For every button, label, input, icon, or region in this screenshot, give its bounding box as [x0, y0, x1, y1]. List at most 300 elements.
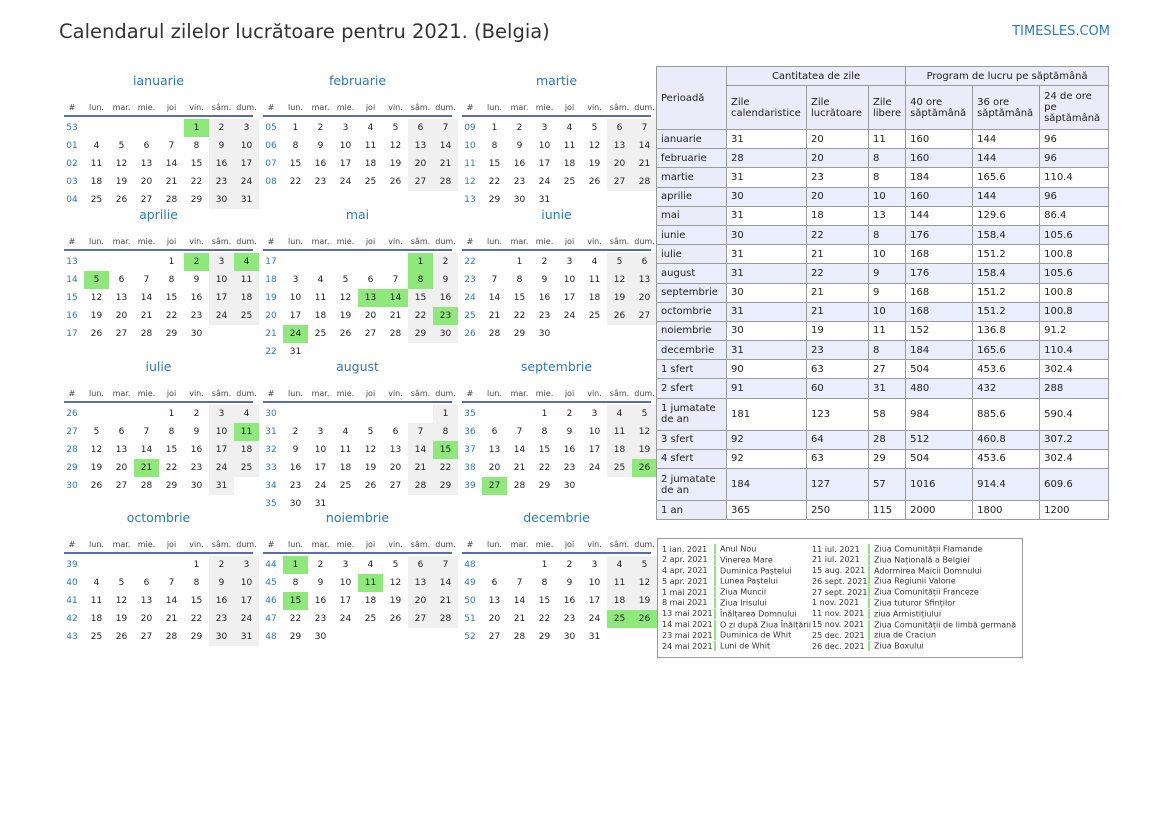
day-cell: 11	[90, 596, 103, 606]
day-cell: 30	[513, 195, 526, 205]
holiday-name: Ziua Regiunii Valone	[874, 576, 956, 586]
day-cell: 24	[234, 610, 259, 628]
day-cell: 13	[408, 574, 433, 592]
month-block	[263, 207, 456, 361]
day-cell: 19	[90, 311, 103, 321]
holiday-legend-item	[812, 641, 1016, 652]
week-number: 38	[464, 463, 476, 473]
day-cell: 20	[607, 155, 632, 173]
stats-value-cell: 165.6	[973, 168, 1040, 187]
day-cell: 26	[90, 481, 103, 491]
day-cell: 14	[513, 445, 526, 455]
day-cell: 30	[190, 481, 203, 491]
day-cell: 19	[607, 289, 632, 307]
stats-value-cell: 168	[906, 245, 973, 264]
day-cell: 3	[234, 119, 259, 137]
stats-value-cell: 22	[807, 264, 869, 283]
stats-value-cell: 9	[869, 283, 906, 302]
week-number: 48	[265, 632, 277, 642]
day-cell: 3	[591, 560, 598, 570]
week-number: 13	[66, 257, 78, 267]
stats-value-cell: 176	[906, 225, 973, 244]
holiday-date: 11 nov. 2021	[812, 609, 865, 619]
day-cell: 31	[538, 195, 551, 205]
day-cell: 17	[234, 155, 259, 173]
stats-value-cell: 20	[807, 149, 869, 168]
weekday-label: mar.	[510, 237, 529, 246]
day-cell: 8	[193, 141, 200, 151]
weekday-label: lun.	[288, 103, 303, 112]
weekday-header	[263, 536, 456, 554]
holiday-name: Ziua Comunității de limbă germană	[874, 620, 1017, 630]
day-cell: 6	[143, 578, 150, 588]
day-cell: 10	[289, 293, 302, 303]
stats-value-cell: 31	[727, 206, 807, 225]
day-cell: 27	[140, 632, 153, 642]
week-number: 13	[464, 195, 476, 205]
stats-value-cell: 365	[727, 501, 807, 520]
day-cell: 20	[488, 463, 501, 473]
holiday-marker	[868, 555, 870, 565]
holiday-marker	[714, 555, 716, 565]
weekday-label: vin.	[189, 103, 204, 112]
day-cell: 1	[433, 405, 458, 423]
day-cell: 3	[209, 253, 234, 271]
holiday-date: 27 sept. 2021	[812, 587, 868, 597]
holiday-legend-item	[812, 609, 1016, 620]
holiday-legend-item	[812, 630, 1016, 641]
day-cell: 4	[367, 560, 374, 570]
stats-value-cell: 8	[869, 225, 906, 244]
stats-value-cell: 96	[1040, 130, 1109, 149]
day-cell: 27	[140, 195, 153, 205]
weekday-header	[462, 385, 655, 403]
day-cell: 9	[209, 137, 234, 155]
stats-value-cell: 115	[869, 501, 906, 520]
weekday-label: mar.	[510, 540, 529, 549]
day-cell: 14	[433, 137, 458, 155]
day-cell: 5	[607, 253, 632, 271]
stats-row	[657, 264, 1109, 283]
month-block	[462, 359, 655, 495]
stats-value-cell: 165.6	[973, 341, 1040, 360]
day-cell: 25	[90, 632, 103, 642]
stats-value-cell: 100.8	[1040, 283, 1109, 302]
day-cell: 19	[115, 177, 128, 187]
week-number-header: #	[68, 103, 76, 112]
weekday-label: mie.	[336, 540, 355, 549]
stats-value-cell: 176	[906, 264, 973, 283]
weekday-label: joi	[564, 103, 575, 112]
day-cell: 18	[364, 596, 377, 606]
holiday-legend-item	[662, 566, 811, 577]
day-cell: 16	[314, 596, 327, 606]
day-cell: 22	[289, 177, 302, 187]
week-number: 21	[265, 329, 277, 339]
day-cell: 24	[339, 177, 352, 187]
day-cell: 3	[342, 560, 349, 570]
holiday-day-cell: 24	[283, 325, 308, 343]
week-number: 42	[66, 614, 78, 624]
week-number: 04	[66, 195, 78, 205]
month-block	[263, 73, 456, 191]
stats-value-cell: 86.4	[1040, 206, 1109, 225]
stats-value-cell: 144	[973, 130, 1040, 149]
weekday-label: mie.	[336, 389, 355, 398]
header-24h: 24 de ore pe săptămână	[1040, 86, 1109, 130]
header-40h: 40 ore săptămână	[906, 86, 973, 130]
day-cell: 30	[563, 632, 576, 642]
week-number: 19	[265, 293, 277, 303]
stats-value-cell: 19	[807, 321, 869, 340]
holiday-marker	[714, 630, 716, 640]
holiday-name: Ziua Comunității Franceze	[874, 587, 979, 597]
day-cell: 9	[541, 275, 548, 285]
day-cell: 2	[317, 123, 324, 133]
week-number: 30	[66, 481, 78, 491]
day-cell: 12	[632, 574, 657, 592]
day-cell: 7	[516, 578, 523, 588]
week-number: 14	[66, 275, 78, 285]
holiday-day-cell: 21	[134, 459, 159, 477]
day-cell: 15	[190, 159, 203, 169]
day-cell: 22	[513, 311, 526, 321]
weekday-label: vin.	[388, 389, 403, 398]
day-cell: 22	[408, 307, 433, 325]
day-cell: 8	[541, 427, 548, 437]
weekday-header	[263, 385, 456, 403]
day-cell: 27	[488, 632, 501, 642]
holiday-day-cell: 25	[607, 610, 632, 628]
holiday-legend-item	[662, 630, 811, 641]
day-cell: 19	[389, 159, 402, 169]
day-cell: 5	[591, 123, 598, 133]
weekday-header	[462, 536, 655, 554]
stats-value-cell: 31	[727, 168, 807, 187]
day-cell: 25	[90, 195, 103, 205]
day-cell: 15	[165, 445, 178, 455]
holiday-name: Duminica Paștelui	[720, 566, 792, 576]
day-cell: 1	[193, 560, 200, 570]
month-block	[263, 359, 456, 513]
day-cell: 24	[339, 614, 352, 624]
stats-value-cell: 10	[869, 187, 906, 206]
day-cell: 20	[389, 463, 402, 473]
week-number-header: #	[267, 103, 275, 112]
stats-row	[657, 430, 1109, 449]
month-block	[64, 359, 257, 495]
holiday-day-cell: 11	[234, 423, 259, 441]
holiday-day-cell: 1	[283, 556, 308, 574]
day-cell: 2	[566, 409, 573, 419]
stats-value-cell: 31	[727, 302, 807, 321]
day-cell: 15	[289, 159, 302, 169]
day-cell: 30	[538, 329, 551, 339]
weekday-label: joi	[564, 237, 575, 246]
holiday-date: 23 mai 2021	[662, 630, 713, 640]
stats-value-cell: 31	[727, 245, 807, 264]
stats-value-cell: 1800	[973, 501, 1040, 520]
day-cell: 7	[143, 275, 150, 285]
day-cell: 17	[588, 445, 601, 455]
day-cell: 3	[292, 275, 299, 285]
week-number: 35	[265, 499, 277, 509]
week-number: 33	[265, 463, 277, 473]
weekday-header	[462, 99, 655, 117]
weekday-label: mie.	[535, 237, 554, 246]
day-cell: 28	[389, 329, 402, 339]
day-cell: 23	[209, 610, 234, 628]
weekday-label: mie.	[137, 103, 156, 112]
day-cell: 24	[209, 307, 234, 325]
holiday-legend-item	[812, 544, 1016, 555]
stats-value-cell: 144	[973, 149, 1040, 168]
stats-value-cell: 90	[727, 360, 807, 379]
header-calendar-days: Zile calendaristice	[727, 86, 807, 130]
stats-value-cell: 30	[727, 225, 807, 244]
day-cell: 31	[234, 191, 259, 209]
day-cell: 26	[115, 632, 128, 642]
day-cell: 29	[165, 329, 178, 339]
day-cell: 9	[433, 271, 458, 289]
holiday-marker	[868, 587, 870, 597]
stats-period-cell: 2 jumatate de an	[657, 469, 727, 501]
day-cell: 10	[339, 141, 352, 151]
day-cell: 28	[140, 481, 153, 491]
week-number: 09	[464, 123, 476, 133]
holiday-date: 13 mai 2021	[662, 609, 713, 619]
header-group-hours: Program de lucru pe săptămână	[906, 67, 1109, 86]
day-cell: 24	[538, 177, 551, 187]
holiday-legend-item	[662, 641, 811, 652]
day-cell: 1	[168, 409, 175, 419]
day-cell: 24	[234, 173, 259, 191]
weekday-label: dum.	[634, 103, 655, 112]
holiday-legend-item	[812, 587, 1016, 598]
week-number: 28	[66, 445, 78, 455]
stats-row	[657, 341, 1109, 360]
holiday-legend-item	[662, 598, 811, 609]
stats-value-cell: 30	[727, 187, 807, 206]
holiday-marker	[868, 609, 870, 619]
weekday-label: lun.	[487, 389, 502, 398]
day-cell: 7	[143, 427, 150, 437]
day-cell: 17	[563, 293, 576, 303]
day-cell: 11	[234, 271, 259, 289]
holiday-day-cell: 5	[84, 271, 109, 289]
month-block	[462, 510, 655, 646]
weekday-label: sâm.	[410, 103, 431, 112]
holiday-marker	[868, 544, 870, 554]
weekday-label: mie.	[535, 389, 554, 398]
day-cell: 11	[314, 293, 327, 303]
weekday-label: joi	[365, 540, 376, 549]
day-cell: 17	[588, 596, 601, 606]
week-number: 06	[265, 141, 277, 151]
stats-row	[657, 501, 1109, 520]
stats-value-cell: 11	[869, 130, 906, 149]
weekday-header	[263, 99, 456, 117]
week-number: 17	[265, 257, 277, 267]
holiday-legend-item	[662, 587, 811, 598]
stats-value-cell: 307.2	[1040, 430, 1109, 449]
holiday-marker	[714, 609, 716, 619]
day-cell: 26	[607, 307, 632, 325]
day-cell: 19	[90, 463, 103, 473]
week-number: 02	[66, 159, 78, 169]
stats-row	[657, 302, 1109, 321]
day-cell: 17	[234, 592, 259, 610]
day-cell: 14	[488, 293, 501, 303]
day-cell: 16	[433, 289, 458, 307]
day-cell: 3	[209, 405, 234, 423]
stats-value-cell: 30	[727, 283, 807, 302]
holiday-date: 21 iul. 2021	[812, 555, 860, 565]
month-block	[263, 510, 456, 646]
day-cell: 29	[538, 632, 551, 642]
stats-value-cell: 453.6	[973, 449, 1040, 468]
day-cell: 11	[607, 574, 632, 592]
day-cell: 14	[433, 574, 458, 592]
day-cell: 15	[190, 596, 203, 606]
stats-value-cell: 168	[906, 283, 973, 302]
day-cell: 10	[588, 427, 601, 437]
day-cell: 20	[140, 177, 153, 187]
day-cell: 3	[317, 427, 324, 437]
stats-value-cell: 144	[906, 206, 973, 225]
stats-value-cell: 105.6	[1040, 225, 1109, 244]
day-cell: 21	[408, 459, 433, 477]
day-cell: 16	[190, 293, 203, 303]
month-name: februarie	[328, 73, 387, 88]
day-cell: 16	[314, 159, 327, 169]
day-cell: 31	[588, 632, 601, 642]
weekday-label: sâm.	[410, 237, 431, 246]
day-cell: 16	[289, 463, 302, 473]
day-cell: 22	[538, 614, 551, 624]
day-cell: 1	[292, 123, 299, 133]
weekday-label: vin.	[587, 103, 602, 112]
stats-row	[657, 469, 1109, 501]
week-number: 03	[66, 177, 78, 187]
day-cell: 16	[538, 293, 551, 303]
day-cell: 17	[339, 596, 352, 606]
weekday-header	[64, 233, 257, 251]
day-cell: 27	[389, 481, 402, 491]
day-cell: 18	[607, 592, 632, 610]
weekday-label: joi	[166, 389, 177, 398]
week-number: 05	[265, 123, 277, 133]
stats-period-cell: ianuarie	[657, 130, 727, 149]
day-cell: 27	[607, 173, 632, 191]
day-cell: 19	[389, 596, 402, 606]
weekday-label: sâm.	[609, 237, 630, 246]
day-cell: 10	[588, 578, 601, 588]
day-cell: 5	[632, 556, 657, 574]
week-number: 49	[464, 578, 476, 588]
day-cell: 22	[488, 177, 501, 187]
holiday-name: Ziua Boxului	[874, 641, 924, 651]
weekday-label: vin.	[189, 237, 204, 246]
stats-row	[657, 187, 1109, 206]
weekday-label: dum.	[236, 389, 257, 398]
day-cell: 11	[607, 423, 632, 441]
day-cell: 18	[563, 159, 576, 169]
stats-row	[657, 398, 1109, 430]
stats-value-cell: 152	[906, 321, 973, 340]
day-cell: 26	[588, 177, 601, 187]
weekday-label: sâm.	[211, 237, 232, 246]
page-title: Calendarul zilelor lucrătoare pentru 2021. (Belgia)	[59, 20, 550, 43]
day-cell: 11	[563, 141, 576, 151]
weekday-label: dum.	[236, 103, 257, 112]
stats-row	[657, 225, 1109, 244]
stats-value-cell: 129.6	[973, 206, 1040, 225]
day-cell: 6	[491, 427, 498, 437]
day-cell: 28	[165, 632, 178, 642]
week-number: 22	[464, 257, 476, 267]
day-cell: 3	[541, 123, 548, 133]
holiday-name: Ziua Comunității Flamande	[874, 544, 983, 554]
day-cell: 12	[339, 293, 352, 303]
day-cell: 2	[516, 123, 523, 133]
week-number: 24	[464, 293, 476, 303]
day-cell: 8	[491, 141, 498, 151]
week-number: 51	[464, 614, 476, 624]
holiday-date: 25 dec. 2021	[812, 630, 865, 640]
stats-period-cell: septembrie	[657, 283, 727, 302]
day-cell: 15	[408, 289, 433, 307]
day-cell: 2	[292, 427, 299, 437]
day-cell: 29	[488, 195, 501, 205]
weekday-label: mie.	[336, 103, 355, 112]
stats-row	[657, 130, 1109, 149]
month-name: mai	[345, 207, 370, 222]
brand-link[interactable]: TIMESLES.COM	[1012, 24, 1110, 39]
month-name: iulie	[145, 359, 172, 374]
stats-value-cell: 58	[869, 398, 906, 430]
day-cell: 10	[209, 423, 234, 441]
stats-period-cell: noiembrie	[657, 321, 727, 340]
week-number: 31	[265, 427, 277, 437]
holiday-legend-item	[812, 598, 1016, 609]
stats-value-cell: 512	[906, 430, 973, 449]
weekday-label: joi	[365, 389, 376, 398]
week-number: 20	[265, 311, 277, 321]
day-cell: 6	[367, 275, 374, 285]
day-cell: 21	[389, 311, 402, 321]
day-cell: 1	[541, 409, 548, 419]
day-cell: 19	[588, 159, 601, 169]
stats-period-cell: 1 sfert	[657, 360, 727, 379]
weekday-label: dum.	[435, 540, 456, 549]
weekday-label: mar.	[311, 540, 330, 549]
stats-value-cell: 57	[869, 469, 906, 501]
day-cell: 7	[516, 427, 523, 437]
stats-value-cell: 2000	[906, 501, 973, 520]
week-number: 26	[464, 329, 476, 339]
day-cell: 18	[607, 441, 632, 459]
day-cell: 26	[115, 195, 128, 205]
day-cell: 13	[607, 137, 632, 155]
week-number: 47	[265, 614, 277, 624]
week-number: 41	[66, 596, 78, 606]
holiday-name: Ziua Națională a Belgiei	[874, 555, 970, 565]
weekday-label: mar.	[112, 237, 131, 246]
day-cell: 25	[339, 481, 352, 491]
day-cell: 25	[563, 177, 576, 187]
week-number: 26	[66, 409, 78, 419]
